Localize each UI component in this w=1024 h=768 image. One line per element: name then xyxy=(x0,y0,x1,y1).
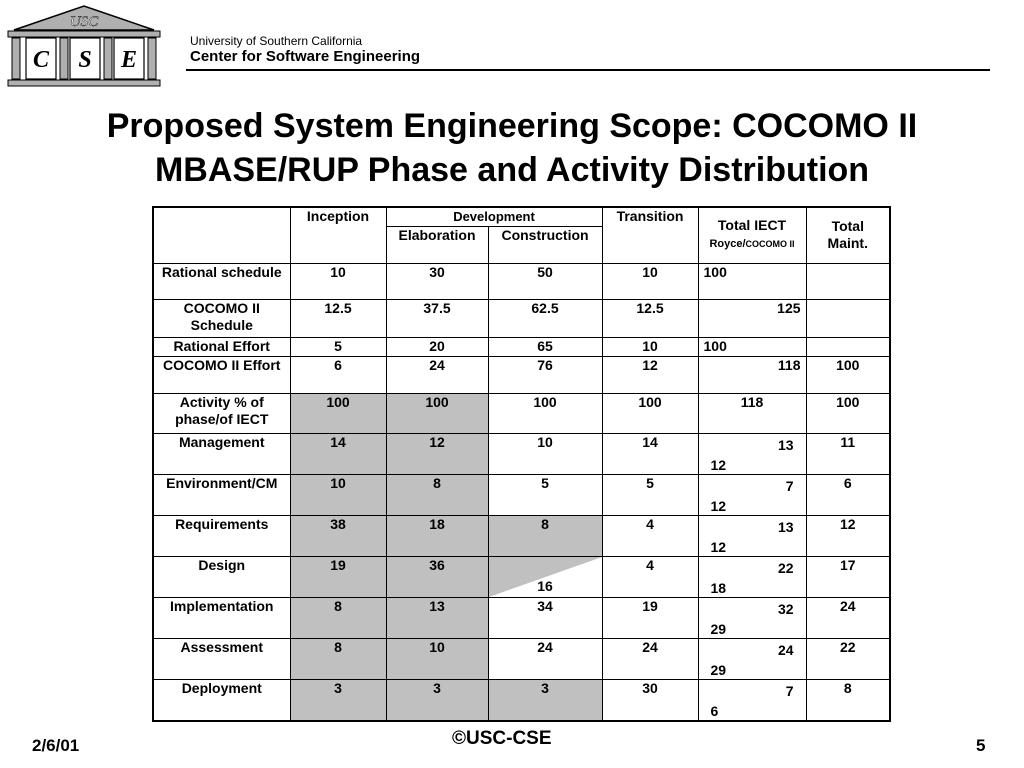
cell-maint: 100 xyxy=(806,393,890,433)
cell-maint: 12 xyxy=(806,515,890,556)
cell-iect-bottom: 29 xyxy=(710,661,727,678)
cell-inception: 5 xyxy=(290,337,386,356)
row-label: Implementation xyxy=(153,597,290,638)
cell-elaboration: 3 xyxy=(386,679,488,721)
cell-iect-bottom: 29 xyxy=(710,620,727,637)
cell-maint xyxy=(806,263,890,299)
logo-text: USC xyxy=(69,14,99,30)
cell-construction: 76 xyxy=(488,356,602,393)
cell-iect: 125 xyxy=(698,299,806,337)
cell-iect-bottom: 6 xyxy=(710,702,719,719)
cell-iect-top: 7 xyxy=(785,477,794,494)
cell-elaboration: 30 xyxy=(386,263,488,299)
row-label: Deployment xyxy=(153,679,290,721)
cell-iect xyxy=(698,433,806,474)
cell-inception: 19 xyxy=(290,556,386,597)
row-label: Management xyxy=(153,433,290,474)
header-total-maint: Total Maint. xyxy=(806,207,890,263)
cell-transition: 4 xyxy=(602,556,698,597)
cell-maint: 6 xyxy=(806,474,890,515)
cell-iect: 100 xyxy=(698,337,806,356)
header-inception: Inception xyxy=(290,207,386,263)
cell-elaboration: 24 xyxy=(386,356,488,393)
cell-construction: 3 xyxy=(488,679,602,721)
header-total-iect xyxy=(698,207,806,263)
row-label: Design xyxy=(153,556,290,597)
cell-maint: 22 xyxy=(806,638,890,679)
cell-elaboration: 37.5 xyxy=(386,299,488,337)
table-row xyxy=(153,433,890,474)
logo-letter-c: C xyxy=(32,47,50,73)
cell-elaboration: 13 xyxy=(386,597,488,638)
table-row xyxy=(153,638,890,679)
cell-transition: 100 xyxy=(602,393,698,433)
row-label: COCOMO II Schedule xyxy=(153,299,290,337)
header-transition: Transition xyxy=(602,207,698,263)
cell-construction: 8 xyxy=(488,515,602,556)
cell-iect-top: 13 xyxy=(777,436,794,453)
cell-iect: 100 xyxy=(698,263,806,299)
cell-construction: 100 xyxy=(488,393,602,433)
org-name: University of Southern California xyxy=(190,34,363,48)
cell-maint xyxy=(806,299,890,337)
cell-transition: 12 xyxy=(602,356,698,393)
logo-letter-e: E xyxy=(120,47,138,73)
cell-iect-top: 32 xyxy=(777,600,794,617)
cell-iect: 118 xyxy=(698,356,806,393)
header-total-iect-sub2: COCOMO II xyxy=(745,239,795,250)
header-development: Development xyxy=(386,207,602,226)
row-label: Rational schedule xyxy=(153,263,290,299)
header-corner xyxy=(153,207,290,263)
cell-inception: 8 xyxy=(290,597,386,638)
cell-construction: 62.5 xyxy=(488,299,602,337)
row-label: COCOMO II Effort xyxy=(153,356,290,393)
cell-transition: 10 xyxy=(602,263,698,299)
footer-page-number: 5 xyxy=(976,736,986,755)
cell-construction: 10 xyxy=(488,433,602,474)
cell-construction xyxy=(488,556,602,597)
table-row xyxy=(153,337,890,356)
cell-transition: 12.5 xyxy=(602,299,698,337)
table-row xyxy=(153,393,890,433)
cell-transition: 14 xyxy=(602,433,698,474)
table-row xyxy=(153,597,890,638)
cell-iect-bottom: 12 xyxy=(710,538,727,555)
cell-construction: 50 xyxy=(488,263,602,299)
cell-iect-bottom: 12 xyxy=(710,497,727,514)
header-construction: Construction xyxy=(488,226,602,263)
logo-letter-s: S xyxy=(78,47,92,73)
cell-construction-value: 16 xyxy=(537,577,553,594)
cell-elaboration: 20 xyxy=(386,337,488,356)
cell-construction: 34 xyxy=(488,597,602,638)
cell-iect xyxy=(698,474,806,515)
cell-construction: 65 xyxy=(488,337,602,356)
usc-cse-logo xyxy=(4,4,164,88)
cell-transition: 30 xyxy=(602,679,698,721)
cell-transition: 10 xyxy=(602,337,698,356)
cell-iect xyxy=(698,597,806,638)
cell-iect-top: 13 xyxy=(777,518,794,535)
cell-inception: 3 xyxy=(290,679,386,721)
cell-iect-bottom: 18 xyxy=(710,579,727,596)
cell-iect xyxy=(698,638,806,679)
row-label: Activity % of phase/of IECT xyxy=(153,393,290,433)
table-row xyxy=(153,515,890,556)
cell-elaboration: 18 xyxy=(386,515,488,556)
table-row xyxy=(153,474,890,515)
cell-inception: 14 xyxy=(290,433,386,474)
row-label: Rational Effort xyxy=(153,337,290,356)
footer-date: 2/6/01 xyxy=(32,736,80,755)
cell-maint: 11 xyxy=(806,433,890,474)
cell-elaboration: 100 xyxy=(386,393,488,433)
cell-construction: 5 xyxy=(488,474,602,515)
org-center: Center for Software Engineering xyxy=(190,48,421,65)
cell-inception: 6 xyxy=(290,356,386,393)
title-line-2: MBASE/RUP Phase and Activity Distribution xyxy=(154,151,870,189)
cell-elaboration: 8 xyxy=(386,474,488,515)
table-row xyxy=(153,556,890,597)
cell-transition: 5 xyxy=(602,474,698,515)
cell-elaboration: 10 xyxy=(386,638,488,679)
cell-construction: 24 xyxy=(488,638,602,679)
cell-iect: 118 xyxy=(698,393,806,433)
table-row xyxy=(153,299,890,337)
header-divider xyxy=(186,69,990,71)
slide-title xyxy=(40,104,984,192)
row-label: Assessment xyxy=(153,638,290,679)
cell-maint: 17 xyxy=(806,556,890,597)
cell-iect xyxy=(698,679,806,721)
cell-iect-top: 7 xyxy=(785,682,794,699)
table-row xyxy=(153,263,890,299)
cell-inception: 100 xyxy=(290,393,386,433)
distribution-table xyxy=(152,206,891,719)
cell-inception: 8 xyxy=(290,638,386,679)
header-total-iect-label: Total IECT xyxy=(717,217,787,234)
row-label: Requirements xyxy=(153,515,290,556)
cell-transition: 19 xyxy=(602,597,698,638)
cell-iect xyxy=(698,515,806,556)
footer-copyright: ©USC-CSE xyxy=(452,728,552,749)
cell-maint: 100 xyxy=(806,356,890,393)
table-row xyxy=(153,679,890,721)
table-row xyxy=(153,356,890,393)
row-label: Environment/CM xyxy=(153,474,290,515)
cell-elaboration: 36 xyxy=(386,556,488,597)
cell-maint: 24 xyxy=(806,597,890,638)
cell-inception: 12.5 xyxy=(290,299,386,337)
header-elaboration: Elaboration xyxy=(386,226,488,263)
cell-inception: 10 xyxy=(290,263,386,299)
title-line-1: Proposed System Engineering Scope: COCOMO II xyxy=(106,107,918,145)
cell-inception: 10 xyxy=(290,474,386,515)
cell-transition: 24 xyxy=(602,638,698,679)
header-total-iect-sub1: Royce/ xyxy=(709,238,746,251)
cell-iect xyxy=(698,556,806,597)
cell-iect-top: 24 xyxy=(777,641,794,658)
cell-transition: 4 xyxy=(602,515,698,556)
cell-iect-top: 22 xyxy=(777,559,794,576)
cell-inception: 38 xyxy=(290,515,386,556)
cell-maint: 8 xyxy=(806,679,890,721)
cell-maint xyxy=(806,337,890,356)
cell-iect-bottom: 12 xyxy=(710,456,727,473)
cell-elaboration: 12 xyxy=(386,433,488,474)
